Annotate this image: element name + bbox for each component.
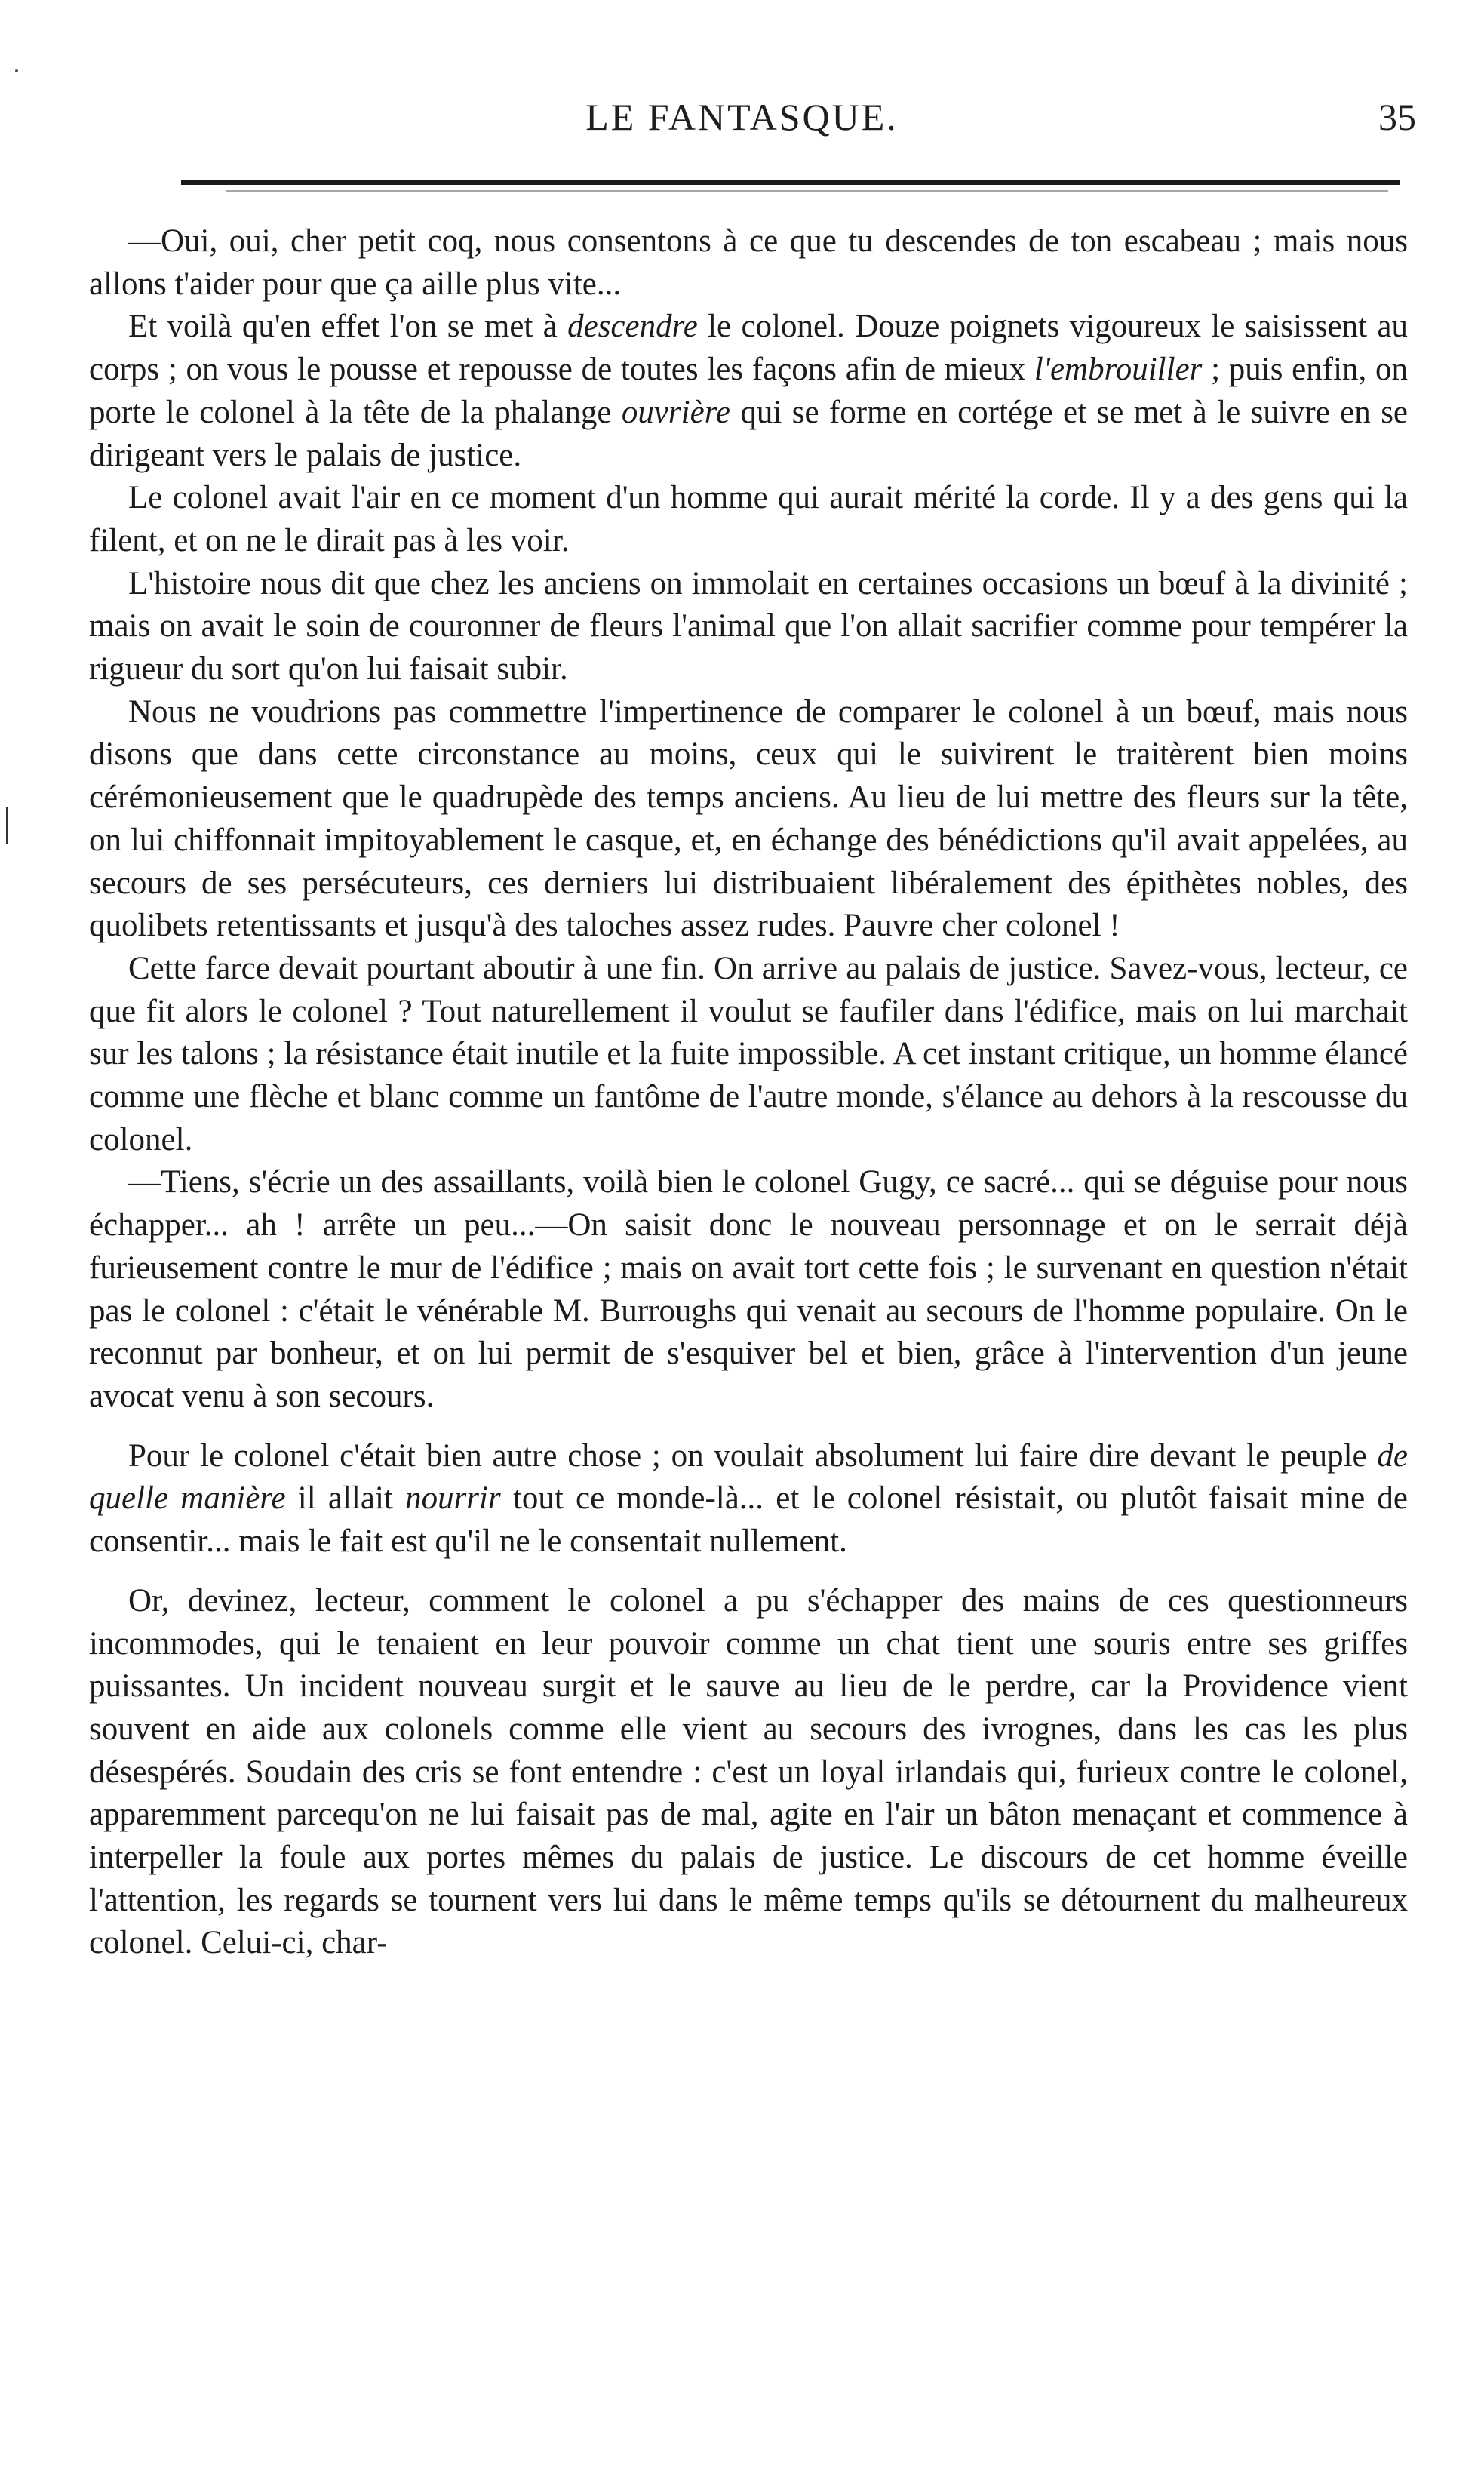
running-header xyxy=(0,91,1484,143)
header-rule-thin xyxy=(226,190,1388,192)
paragraph xyxy=(89,477,1408,562)
italic-text: descendre xyxy=(567,309,698,345)
italic-text: nourrir xyxy=(405,1480,501,1517)
text-run: Cette farce devait pourtant aboutir à une fin. On arrive au palais de justice. Savez-vous, lecteur, ce que fit alors le colonel ? Tout naturellement il voulut se faufiler dans l'édifice, mais on lui marchait sur les talons ; la résistance était inutile et la fuite impossible. A cet instant critique, un homme élancé comme une flèche et blanc comme un fantôme de l'autre monde, s'élance au dehors à la rescousse du colonel. xyxy=(89,950,1408,1158)
text-run: Or, devinez, lecteur, comment le colonel a pu s'échapper des mains de ces questionneurs incommodes, qui le tenaient en leur pouvoir comme un chat tient une souris entre ses griffes puissantes. Un incident nouveau surgit et le sauve au lieu de le perdre, car la Providence vient souvent en aide aux colonels comme elle vient au secours des ivrognes, dans les cas les plus désespérés. Soudain des cris se font entendre : c'est un loyal irlandais qui, furieux contre le colonel, apparemment parcequ'on ne lui faisait pas de mal, agite en l'air un bâton menaçant et commence à interpeller la foule aux portes mêmes du palais de justice. Le discours de cet homme éveille l'attention, les regards se tournent vers lui dans le même temps qu'ils se détournent du malheureux colonel. Celui-ci, char- xyxy=(89,1582,1408,1961)
paragraph xyxy=(89,948,1408,1162)
text-run: Pour le colonel c'était bien autre chose ; on voulait absolument lui faire dire devant le peuple xyxy=(128,1437,1378,1474)
running-title: LE FANTASQUE. xyxy=(585,96,899,138)
text-run: il allait xyxy=(285,1480,406,1517)
text-run: tout ce monde-là... et le colonel résistait, ou plutôt faisait mine de consentir... mais le fait est qu'il ne le consentait nullement. xyxy=(89,1480,1409,1560)
text-run: ; puis enfin, on porte le colonel à la tête de la phalange xyxy=(89,352,1408,430)
italic-text: de quelle manière xyxy=(89,1437,1408,1517)
text-run: Le colonel avait l'air en ce moment d'un homme qui aurait mérité la corde. Il y a des gens qui la filent, et on ne le dirait pas à les voir. xyxy=(89,480,1408,558)
paragraph xyxy=(89,691,1408,948)
text-run: —Oui, oui, cher petit coq, nous consentons à ce que tu descendes de ton escabeau ; mais nous allons t'aider pour que ça aille plus vite... xyxy=(89,223,1408,302)
page-number: 35 xyxy=(1378,96,1416,138)
paragraph xyxy=(89,220,1408,306)
text-run: le colonel. Douze poignets vigoureux le saisissent au corps ; on vous le pousse et repousse de toutes les façons afin de mieux xyxy=(89,309,1408,388)
margin-mark xyxy=(6,807,8,844)
paragraph xyxy=(89,1435,1408,1563)
text-run: Et voilà qu'en effet l'on se met à xyxy=(128,309,568,345)
header-rule xyxy=(181,180,1400,185)
text-run: —Tiens, s'écrie un des assaillants, voilà bien le colonel Gugy, ce sacré... qui se déguise pour nous échapper... ah ! arrête un peu...—On saisit donc le nouveau personnage et on le serrait déjà furieusement contre le mur de l'édifice ; mais on avait tort cette fois ; le survenant en question n'était pas le colonel : c'était le vénérable M. Burroughs qui venait au secours de l'homme populaire. On le reconnut par bonheur, et on lui permit de s'esquiver bel et bien, grâce à l'intervention d'un jeune avocat venu à son secours. xyxy=(89,1164,1408,1414)
italic-text: ouvrière xyxy=(621,394,730,430)
text-run: qui se forme en cortége et se met à le suivre en se dirigeant vers le palais de justice. xyxy=(89,394,1409,473)
text-run: Nous ne voudrions pas commettre l'impertinence de comparer le colonel à un bœuf, mais nous disons que dans cette circonstance au moins, ceux qui le suivirent le traitèrent bien moins cérémonieusement que le quadrupède des temps anciens. Au lieu de lui mettre des fleurs sur la tête, on lui chiffonnait impitoyablement le casque, et, en échange des bénédictions qu'il avait appelées, au secours de ses persécuteurs, ces derniers lui distribuaient libéralement des épithètes nobles, des quolibets retentissants et jusqu'à des taloches assez rudes. Pauvre cher colonel ! xyxy=(89,693,1408,944)
paragraph xyxy=(89,306,1408,477)
text-run: L'histoire nous dit que chez les anciens on immolait en certaines occasions un bœuf à la divinité ; mais on avait le soin de couronner de fleurs l'animal que l'on allait sacrifier comme pour tempérer la rigueur du sort qu'on lui faisait subir. xyxy=(89,565,1408,687)
paragraph xyxy=(89,563,1408,691)
paragraph xyxy=(89,1580,1408,1965)
paragraph xyxy=(89,1161,1408,1418)
body-text xyxy=(89,220,1408,1965)
italic-text: l'embrouiller xyxy=(1034,352,1203,388)
margin-speck xyxy=(15,69,18,72)
